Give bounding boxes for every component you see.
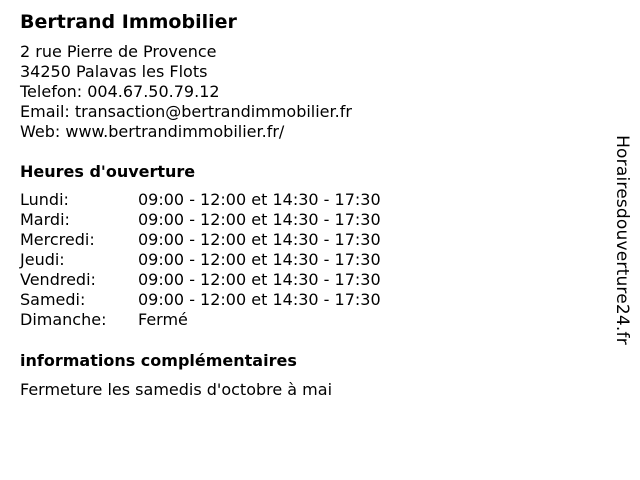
- hours-value: 09:00 - 12:00 et 14:30 - 17:30: [138, 230, 381, 249]
- hours-row-wednesday: [20, 230, 600, 250]
- additional-info-title: informations complémentaires: [20, 351, 297, 370]
- hours-value: 09:00 - 12:00 et 14:30 - 17:30: [138, 250, 381, 269]
- additional-info-text: Fermeture les samedis d'octobre à mai: [20, 380, 333, 399]
- day-label: Jeudi:: [20, 250, 65, 269]
- business-card: [20, 10, 600, 400]
- site-watermark: Horairesdouverture24.fr: [612, 135, 632, 345]
- day-label: Samedi:: [20, 290, 86, 309]
- opening-hours-title: Heures d'ouverture: [20, 162, 196, 181]
- hours-value: 09:00 - 12:00 et 14:30 - 17:30: [138, 270, 381, 289]
- opening-hours-table: [20, 190, 600, 330]
- hours-value: 09:00 - 12:00 et 14:30 - 17:30: [138, 290, 381, 309]
- hours-value: 09:00 - 12:00 et 14:30 - 17:30: [138, 190, 381, 209]
- hours-value: Fermé: [138, 310, 188, 329]
- day-label: Dimanche:: [20, 310, 107, 329]
- website-line: Web: www.bertrandimmobilier.fr/: [20, 122, 285, 141]
- address-line-1: 2 rue Pierre de Provence: [20, 42, 217, 61]
- day-label: Vendredi:: [20, 270, 96, 289]
- address-line-2: 34250 Palavas les Flots: [20, 62, 208, 81]
- business-name: Bertrand Immobilier: [20, 11, 237, 33]
- hours-row-saturday: [20, 290, 600, 310]
- day-label: Mardi:: [20, 210, 70, 229]
- hours-row-tuesday: [20, 210, 600, 230]
- hours-row-sunday: [20, 310, 600, 330]
- hours-value: 09:00 - 12:00 et 14:30 - 17:30: [138, 210, 381, 229]
- hours-row-friday: [20, 270, 600, 290]
- hours-row-monday: [20, 190, 600, 210]
- email-line: Email: transaction@bertrandimmobilier.fr: [20, 102, 352, 121]
- hours-row-thursday: [20, 250, 600, 270]
- day-label: Lundi:: [20, 190, 69, 209]
- day-label: Mercredi:: [20, 230, 95, 249]
- phone-line: Telefon: 004.67.50.79.12: [20, 82, 220, 101]
